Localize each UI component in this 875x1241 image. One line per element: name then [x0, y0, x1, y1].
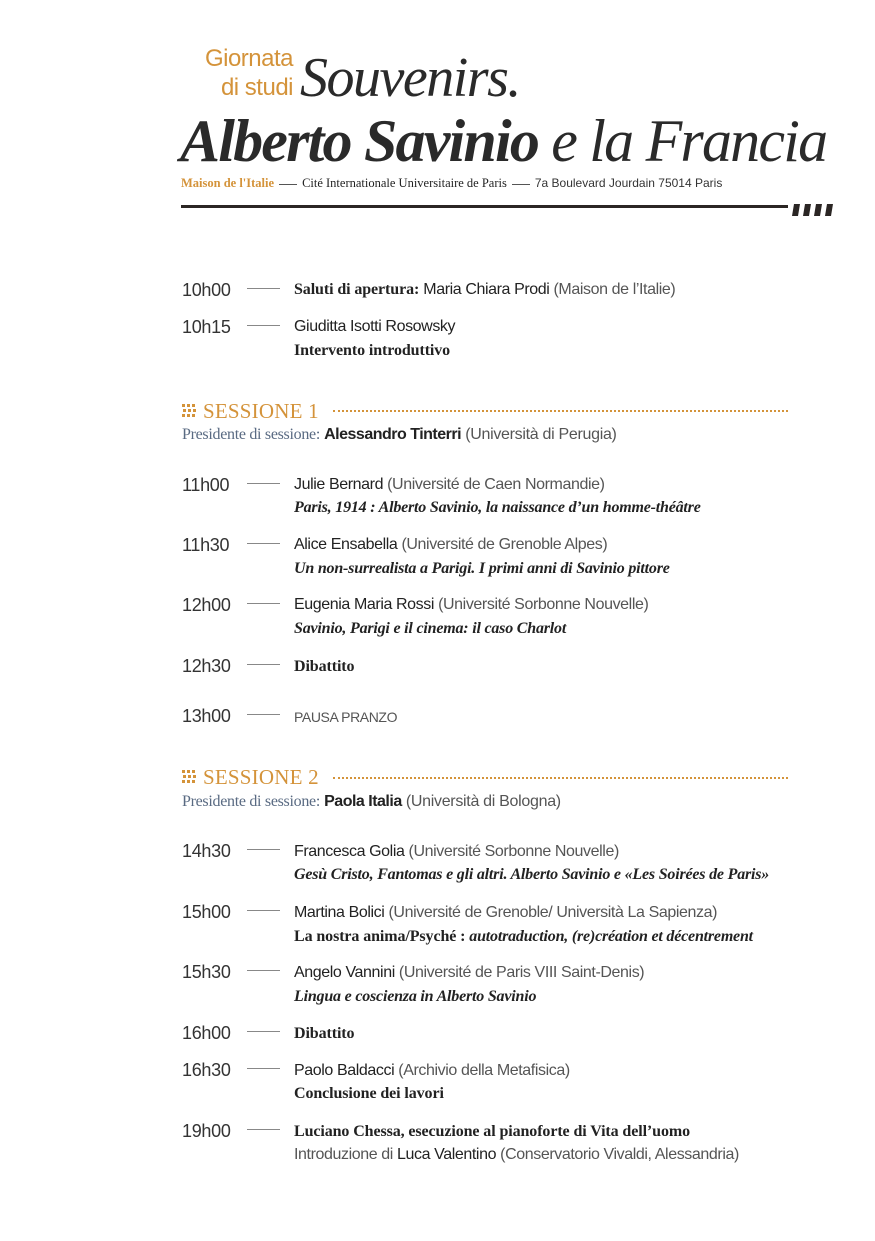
time-slot: 13h00: [182, 706, 231, 726]
speaker-name: Giuditta Isotti Rosowsky: [294, 318, 456, 335]
speaker-affiliation: (Université de Grenoble/ Università La Sapienza): [388, 904, 718, 921]
speaker-name: Eugenia Maria Rossi: [294, 596, 435, 613]
time-dash: [247, 1068, 280, 1069]
talk-title-text: Gesù Cristo, Fantomas e gli altri. Alberto Savinio e «Les Soirées de Paris»: [294, 866, 770, 883]
chair-label: Presidente di sessione:: [182, 426, 320, 443]
time-slot: 10h15: [182, 317, 231, 337]
speaker-name: Martina Bolici: [294, 904, 385, 921]
time-slot: 10h00: [182, 280, 231, 300]
debate-label: Dibattito: [294, 658, 355, 675]
speaker-name: Maria Chiara Prodi: [419, 281, 550, 298]
speaker-line: [294, 841, 619, 863]
time-slot: 16h00: [182, 1023, 231, 1043]
time-slot: 19h00: [182, 1121, 231, 1141]
session-grid-icon: [182, 404, 197, 418]
speaker-line: [294, 594, 648, 616]
time-dash: [247, 714, 280, 715]
time-dash: [247, 325, 280, 326]
session-title: SESSIONE 2: [203, 765, 319, 789]
talk-title-text: autotraduction, (re)création et décentrement: [469, 928, 753, 945]
time-dash: [247, 483, 280, 484]
talk-title: [294, 340, 450, 362]
venue-line: [181, 175, 722, 191]
chair-name: Paola Italia: [324, 793, 402, 810]
venue-place: Cité Internationale Universitaire de Paris: [302, 176, 507, 190]
talk-title-bold: La nostra anima/Psyché :: [294, 928, 470, 945]
header-rule: [181, 205, 788, 208]
time-dash: [247, 543, 280, 544]
session-title: SESSIONE 1: [203, 399, 319, 423]
speaker-affiliation: (Université de Caen Normandie): [387, 476, 605, 493]
session-chair: [182, 424, 617, 446]
talk-title-text: Savinio, Parigi e il cinema: il caso Charlot: [294, 620, 567, 637]
session-dotted-rule: [333, 410, 788, 412]
speaker-affiliation: (Université de Grenoble Alpes): [401, 536, 608, 553]
time-slot: 12h00: [182, 595, 231, 615]
venue-address: 7a Boulevard Jourdain 75014 Paris: [534, 176, 723, 190]
concert-intro: [294, 1144, 739, 1166]
speaker-affiliation: (Conservatorio Vivaldi, Alessandria): [496, 1146, 739, 1163]
time-slot: 15h00: [182, 902, 231, 922]
talk-title-text: Lingua e coscienza in Alberto Savinio: [294, 988, 537, 1005]
title-line-2: [180, 108, 826, 174]
speaker-line: [294, 534, 607, 556]
time-slot: 11h30: [182, 535, 230, 555]
header-tick-marks: [792, 203, 836, 217]
speaker-affiliation: (Université de Paris VIII Saint-Denis): [398, 964, 645, 981]
lunch-break: PAUSA PRANZO: [294, 709, 398, 725]
time-slot: 15h30: [182, 962, 231, 982]
time-dash: [247, 603, 280, 604]
time-dash: [247, 970, 280, 971]
talk-title-text: Paris, 1914 : Alberto Savinio, la naissance d’un homme-théâtre: [294, 499, 701, 516]
time-slot: 12h30: [182, 656, 231, 676]
title-line-1: Souvenirs.: [300, 47, 520, 109]
separator: [279, 184, 297, 185]
speaker-affiliation: (Archivio della Metafisica): [398, 1062, 570, 1079]
time-dash: [247, 664, 280, 665]
time-dash: [247, 910, 280, 911]
talk-title-text: Un non-surrealista a Parigi. I primi anni di Savinio pittore: [294, 560, 670, 577]
debate-label: Dibattito: [294, 1025, 355, 1042]
speaker-name: Paolo Baldacci: [294, 1062, 395, 1079]
chair-affiliation: (Università di Bologna): [405, 793, 561, 810]
session-chair: [182, 791, 561, 813]
speaker-line: [294, 962, 644, 984]
speaker-line: [294, 902, 717, 924]
speaker-line: [294, 474, 605, 496]
concert-title-text: Luciano Chessa, esecuzione al pianoforte di Vita dell’uomo: [294, 1123, 690, 1140]
debate-line: [294, 1023, 354, 1045]
speaker-name: Francesca Golia: [294, 843, 405, 860]
speaker-name: Angelo Vannini: [294, 964, 395, 981]
talk-title: [294, 497, 701, 519]
speaker-name: Luca Valentino: [397, 1146, 497, 1163]
time-slot: 11h00: [182, 475, 230, 495]
eyebrow-line-1: Giornata: [204, 45, 293, 72]
time-dash: [247, 849, 280, 850]
opening-line: [294, 279, 675, 301]
speaker-affiliation: (Université Sorbonne Nouvelle): [438, 596, 649, 613]
time-slot: 14h30: [182, 841, 231, 861]
talk-title: [294, 864, 769, 886]
title-bold: Alberto Savinio: [180, 108, 539, 174]
chair-affiliation: (Università di Perugia): [465, 426, 617, 443]
debate-line: [294, 656, 354, 678]
talk-title: [294, 926, 753, 948]
separator: [512, 184, 530, 185]
intro-label: Introduzione di: [294, 1146, 398, 1163]
time-dash: [247, 1129, 280, 1130]
talk-title: [294, 618, 566, 640]
venue-name: Maison de l'Italie: [181, 176, 275, 190]
event-type: [183, 44, 293, 102]
concert-title: [294, 1121, 690, 1143]
speaker-name: Julie Bernard: [294, 476, 384, 493]
session-grid-icon: [182, 770, 197, 784]
talk-title-text: Intervento introduttivo: [294, 342, 451, 359]
talk-title: [294, 986, 536, 1008]
talk-title: [294, 558, 670, 580]
chair-name: Alessandro Tinterri: [324, 426, 462, 443]
time-dash: [247, 1031, 280, 1032]
speaker-line: [294, 1060, 570, 1082]
speaker-affiliation: (Université Sorbonne Nouvelle): [408, 843, 619, 860]
talk-title: [294, 1083, 444, 1105]
time-dash: [247, 288, 280, 289]
chair-label: Presidente di sessione:: [182, 793, 320, 810]
time-slot: 16h30: [182, 1060, 231, 1080]
session-dotted-rule: [333, 777, 788, 779]
speaker-affiliation: (Maison de l’Italie): [549, 281, 676, 298]
opening-label: Saluti di apertura:: [294, 281, 420, 298]
talk-title-text: Conclusione dei lavori: [294, 1085, 444, 1102]
eyebrow-line-2: di studi: [220, 74, 293, 101]
speaker-name: Alice Ensabella: [294, 536, 398, 553]
title-light: e la Francia: [538, 108, 827, 174]
